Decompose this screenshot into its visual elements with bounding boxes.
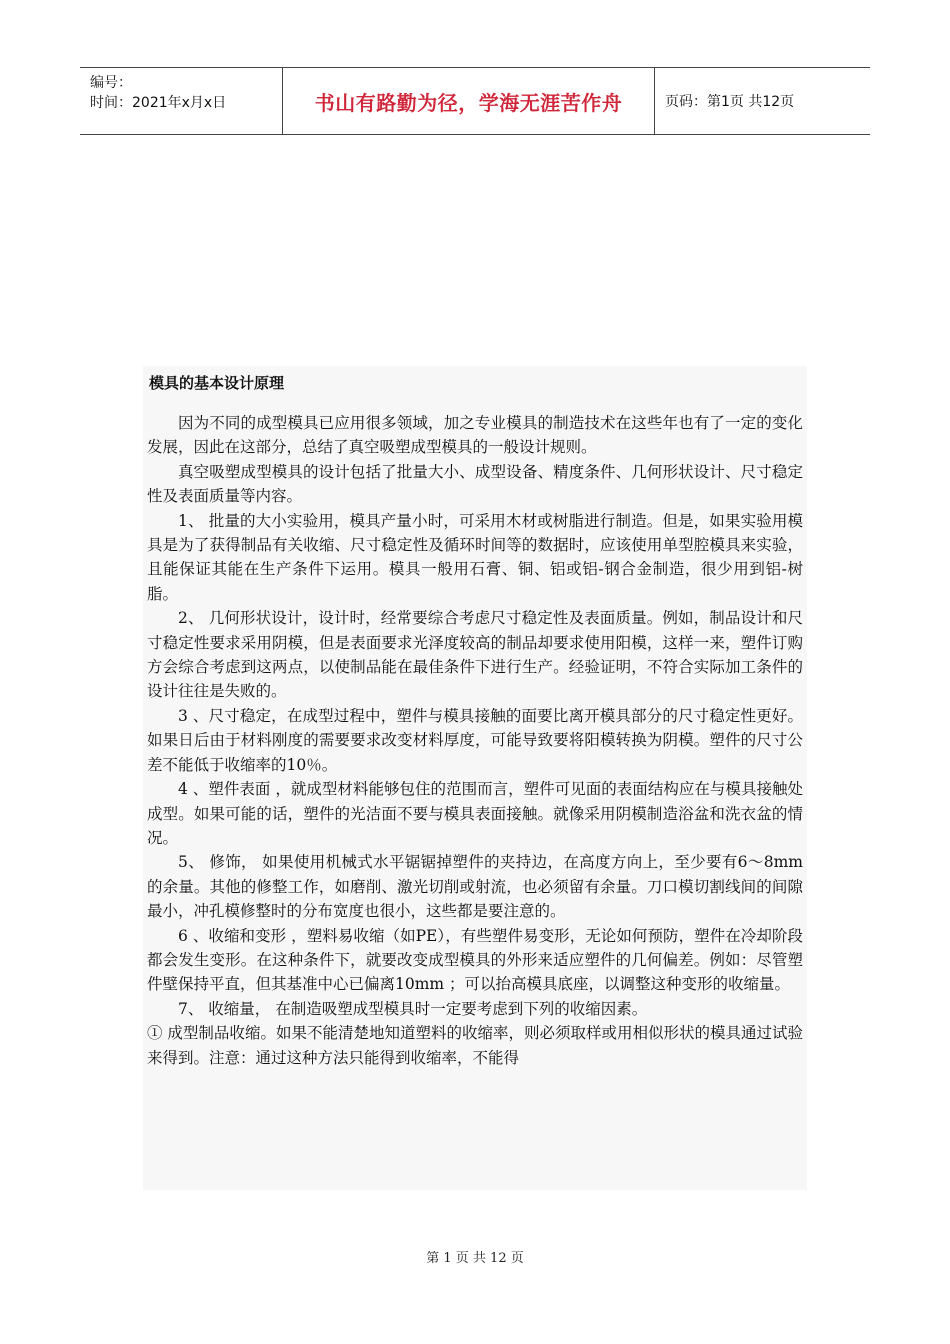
document-body xyxy=(143,366,807,1190)
document-number-label: 编号： xyxy=(90,75,132,91)
header-meta-cell xyxy=(80,68,282,134)
paragraph-dimensional-stability: 3 、尺寸稳定，在成型过程中，塑件与模具接触的面要比离开模具部分的尺寸稳定性更好。如果日后由于材料刚度的需要要求改变材料厚度，可能导致要将阳模转换为阴模。塑件的尺寸公差不能低于收缩率的10％。 xyxy=(147,706,803,774)
paragraph-scope: 真空吸塑成型模具的设计包括了批量大小、成型设备、精度条件、几何形状设计、尺寸稳定性及表面质量等内容。 xyxy=(147,462,803,506)
paragraph-shrinkage-amount: 7、 收缩量， 在制造吸塑成型模具时一定要考虑到下列的收缩因素。 xyxy=(178,999,648,1018)
paragraph-trimming: 5、 修饰， 如果使用机械式水平锯锯掉塑件的夹持边，在高度方向上，至少要有6～8mm的余量。其他的修整工作，如磨削、激光切削或射流，也必须留有余量。刀口模切割线间的间隙最小，冲孔模修整时的分布宽度也很小，这些都是要注意的。 xyxy=(147,853,803,921)
header-page-info: 页码：第1页 共12页 xyxy=(665,94,795,110)
page-footer: 第 1 页 共 12 页 xyxy=(426,1251,524,1266)
header-motto: 书山有路勤为径，学海无涯苦作舟 xyxy=(314,90,623,115)
document-date-label: 时间：2021年x月x日 xyxy=(90,95,227,111)
header-motto-cell xyxy=(282,68,655,134)
header-page-cell xyxy=(655,68,870,134)
paragraph-batch-size: 1、 批量的大小实验用，模具产量小时，可采用木材或树脂进行制造。但是，如果实验用模具是为了获得制品有关收缩、尺寸稳定性及循环时间等的数据时，应该使用单型腔模具来实验，且能保证其能在生产条件下运用。模具一般用石膏、铜、铝或铝-钢合金制造，很少用到铝-树脂。 xyxy=(147,511,803,603)
document-title: 模具的基本设计原理 xyxy=(149,374,285,392)
page-header xyxy=(80,67,870,135)
paragraph-intro: 因为不同的成型模具已应用很多领域，加之专业模具的制造技术在这些年也有了一定的变化发展，因此在这部分，总结了真空吸塑成型模具的一般设计规则。 xyxy=(147,414,803,457)
paragraph-shrinkage-deformation: 6 、收缩和变形 ，塑料易收缩（如PE），有些塑件易变形，无论如何预防，塑件在冷却阶段都会发生变形。在这种条件下，就要改变成型模具的外形来适应塑件的几何偏差。例如：尽管塑件壁保持平直，但其基准中心已偏离10mm ；可以抬高模具底座，以调整这种变形的收缩量。 xyxy=(147,926,803,994)
paragraph-surface: 4 、塑件表面 ，就成型材料能够包住的范围而言，塑件可见面的表面结构应在与模具接触处成型。如果可能的话，塑件的光洁面不要与模具表面接触。就像采用阴模制造浴盆和洗衣盆的情况。 xyxy=(147,780,803,847)
paragraph-geometry: 2、 几何形状设计，设计时，经常要综合考虑尺寸稳定性及表面质量。例如，制品设计和尺寸稳定性要求采用阴模，但是表面要求光泽度较高的制品却要求使用阳模，这样一来，塑件订购方会综合考虑到这两点，以使制品能在最佳条件下进行生产。经验证明，不符合实际加工条件的设计往往是失败的。 xyxy=(147,609,803,701)
paragraph-product-shrinkage: ① 成型制品收缩。如果不能清楚地知道塑料的收缩率，则必须取样或用相似形状的模具通过试验来得到。注意：通过这种方法只能得到收缩率，不能得 xyxy=(147,1024,803,1067)
